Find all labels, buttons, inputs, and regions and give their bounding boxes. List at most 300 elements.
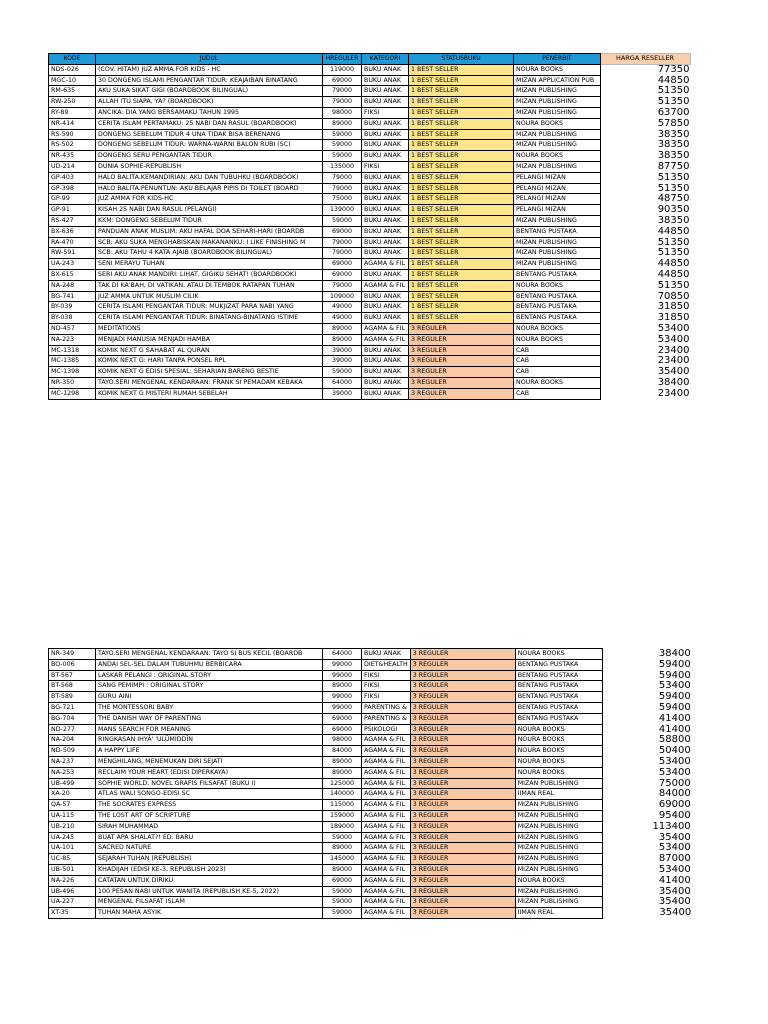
hreguler-cell: 69000 — [323, 269, 362, 280]
kategori-cell: BUKU ANAK — [362, 226, 409, 237]
harga-reseller-cell: 51350 — [657, 247, 690, 259]
harga-reseller-cell: 53400 — [658, 864, 691, 875]
kategori-cell: AGAMA & FIL — [362, 280, 409, 291]
hreguler-cell: 39000 — [323, 388, 362, 399]
harga-reseller-cell: 23400 — [657, 388, 690, 399]
kategori-cell: AGAMA & FIL — [362, 886, 411, 897]
harga-reseller-cell: 69000 — [658, 799, 691, 811]
status-cell: 3 REGULER — [409, 367, 514, 378]
table-row — [49, 334, 691, 345]
judul-cell: SEJARAH TUHAN (REPUBLISH) — [96, 854, 323, 865]
kode-cell: UA-245 — [49, 832, 96, 843]
penerbit-header: PENERBIT — [514, 54, 601, 65]
judul-cell: ANCIKA: DIA YANG BERSAMAKU TAHUN 1995 — [96, 107, 323, 118]
kategori-cell: AGAMA & FIL — [362, 864, 411, 875]
status-cell: 1 BEST SELLER — [409, 215, 514, 226]
harga-reseller-cell: 90350 — [657, 204, 690, 216]
status-cell: 1 BEST SELLER — [409, 269, 514, 280]
kategori-cell: BUKU ANAK — [362, 356, 409, 367]
penerbit-cell: MIZAN PUBLISHING — [514, 248, 601, 259]
hreguler-cell: 79000 — [323, 86, 362, 97]
judul-cell: KISAH 25 NABI DAN RASUL (PELANGI) — [96, 205, 323, 216]
harga-reseller-cell: 48750 — [657, 193, 690, 205]
table-row — [49, 280, 691, 291]
judul-cell: CERITA ISLAM PERTAMAKU: 25 NABI DAN RASUL (BOARDBOOK) — [96, 118, 323, 129]
harga-reseller-cell: 35400 — [658, 896, 691, 908]
header-row — [49, 54, 691, 65]
harga-reseller-cell: 44850 — [657, 75, 690, 86]
harga-reseller-cell: 95400 — [658, 810, 691, 821]
status-cell: 3 REGULER — [410, 832, 515, 843]
penerbit-cell: NOURA BOOKS — [514, 64, 601, 75]
kategori-cell: BUKU ANAK — [362, 118, 409, 129]
kategori-cell: AGAMA & FIL — [362, 334, 409, 345]
kode-cell: ND-457 — [49, 323, 96, 334]
hreguler-cell: 145000 — [323, 854, 362, 865]
kode-cell: BX-636 — [49, 226, 96, 237]
penerbit-cell: PELANGI MIZAN — [514, 194, 601, 205]
hreguler-cell: 59000 — [323, 908, 362, 919]
penerbit-cell: MIZAN PUBLISHING — [514, 161, 601, 172]
kode-cell: UD-214 — [49, 161, 96, 172]
penerbit-cell: MIZAN PUBLISHING — [515, 854, 602, 865]
kode-cell: UC-85 — [49, 854, 96, 865]
harga-reseller-cell: 35400 — [659, 907, 692, 919]
hreguler-cell: 79000 — [323, 237, 362, 248]
status-cell: 3 REGULER — [410, 800, 515, 811]
hreguler-cell: 99000 — [323, 670, 362, 681]
kode-cell: RS-427 — [49, 215, 96, 226]
harga-reseller-cell: 87000 — [658, 853, 691, 865]
penerbit-cell: MIZAN PUBLISHING — [515, 800, 602, 811]
status-cell: 3 REGULER — [410, 767, 515, 778]
kode-cell: NR-349 — [49, 649, 96, 660]
harga-reseller-cell: 113400 — [652, 821, 691, 832]
status-cell: 3 REGULER — [410, 692, 515, 703]
penerbit-cell: MIZAN APPLICATION PUB — [514, 75, 601, 86]
penerbit-cell: BENTANG PUSTAKA — [515, 713, 602, 724]
kode-cell: NA-248 — [49, 280, 96, 291]
status-cell: 3 REGULER — [409, 323, 514, 334]
penerbit-cell: CAB — [514, 345, 601, 356]
hreguler-cell: 69000 — [323, 713, 362, 724]
table-row — [49, 107, 691, 118]
harga-reseller-cell: 59400 — [658, 702, 691, 713]
status-cell: 3 REGULER — [410, 789, 515, 800]
penerbit-cell: MIZAN PUBLISHING — [515, 778, 602, 789]
hreguler-cell: 39000 — [323, 345, 362, 356]
kode-cell: BT-567 — [49, 670, 96, 681]
table-row — [49, 97, 691, 108]
harga-reseller-header: HARGA RESELLER — [601, 54, 691, 65]
hreguler-cell: 79000 — [323, 172, 362, 183]
status-cell: 3 REGULER — [410, 875, 515, 886]
hreguler-cell: 64000 — [323, 377, 362, 388]
harga-reseller-cell: 50400 — [658, 745, 691, 757]
penerbit-cell: MIZAN PUBLISHING — [515, 864, 602, 875]
penerbit-cell: MIZAN PUBLISHING — [514, 97, 601, 108]
judul-cell: SCB: AKU SUKA MENGHABISKAN MAKANANKU: I LIKE FINISHING M — [96, 237, 323, 248]
hreguler-cell: 59000 — [323, 129, 362, 140]
kategori-header: KATEGORI — [362, 54, 409, 65]
harga-reseller-cell: 23400 — [657, 345, 690, 356]
status-cell: 1 BEST SELLER — [409, 313, 514, 324]
judul-cell: DONGENG SEBELUM TIDUR: WARNA-WARNI BALON RUBI (SC) — [96, 140, 323, 151]
table-row — [49, 821, 693, 832]
kategori-cell: AGAMA & FIL — [362, 832, 411, 843]
kode-cell: MGC-10 — [49, 75, 96, 86]
book-table-top — [48, 53, 691, 400]
status-cell: 3 REGULER — [409, 334, 514, 345]
kategori-cell: AGAMA & FIL — [362, 746, 411, 757]
judul-header: JUDUL — [96, 54, 323, 65]
table-row — [49, 800, 693, 811]
harga-reseller-cell: 84000 — [658, 788, 691, 800]
table-row — [49, 345, 691, 356]
status-cell: 1 BEST SELLER — [409, 75, 514, 86]
table-row — [49, 702, 693, 713]
harga-reseller-cell: 53400 — [658, 767, 691, 778]
kode-cell: NR-414 — [49, 118, 96, 129]
hreguler-cell: 59000 — [323, 215, 362, 226]
status-cell: 1 BEST SELLER — [409, 194, 514, 205]
judul-cell: JUZ AMMA FOR KIDS-HC — [96, 194, 323, 205]
status-cell: 3 REGULER — [409, 388, 514, 399]
kode-cell: RM-635 — [49, 86, 96, 97]
kode-cell: GP-99 — [49, 194, 96, 205]
kategori-cell: BUKU ANAK — [362, 649, 411, 660]
hreguler-cell: 59000 — [323, 367, 362, 378]
table-row — [49, 86, 691, 97]
judul-cell: THE SOCRATES EXPRESS — [96, 800, 323, 811]
kode-cell: UB-210 — [49, 821, 96, 832]
status-cell: 1 BEST SELLER — [409, 302, 514, 313]
kode-cell: RA-470 — [49, 237, 96, 248]
harga-reseller-cell: 57850 — [657, 118, 690, 129]
status-cell: 1 BEST SELLER — [409, 248, 514, 259]
kategori-cell: BUKU ANAK — [362, 215, 409, 226]
status-cell: 3 REGULER — [410, 713, 515, 724]
table-row — [49, 670, 693, 681]
judul-cell: KOMIK NEXT G MISTERI RUMAH SEBELAH — [96, 388, 323, 399]
kategori-cell: BUKU ANAK — [362, 237, 409, 248]
harga-reseller-cell: 51350 — [657, 280, 690, 291]
kode-cell: UA-243 — [49, 259, 96, 270]
kode-cell: UA-101 — [49, 843, 96, 854]
table-row — [49, 778, 693, 789]
judul-cell: DUNIA SOPHIE-REPUBLISH — [96, 161, 323, 172]
judul-cell: (COV. HITAM) JUZ AMMA FOR KIDS - HC — [96, 64, 323, 75]
kode-cell: NA-223 — [49, 334, 96, 345]
judul-cell: MANS SEARCH FOR MEANING — [96, 724, 323, 735]
kategori-cell: AGAMA & FIL — [362, 843, 411, 854]
kode-cell: GP-398 — [49, 183, 96, 194]
kategori-cell: FIKSI — [362, 681, 411, 692]
harga-reseller-cell: 59400 — [658, 659, 691, 670]
hreguler-cell: 59000 — [323, 151, 362, 162]
kategori-cell: AGAMA & FIL — [362, 897, 411, 908]
status-cell: 3 REGULER — [410, 670, 515, 681]
status-cell: 1 BEST SELLER — [409, 183, 514, 194]
kategori-cell: PSIKOLOGI — [362, 724, 411, 735]
table-row — [49, 377, 691, 388]
kategori-cell: AGAMA & FIL — [362, 800, 411, 811]
kode-cell: NDS-026 — [49, 64, 96, 75]
penerbit-cell: NOURA BOOKS — [514, 151, 601, 162]
status-cell: 1 BEST SELLER — [409, 107, 514, 118]
penerbit-cell: NOURA BOOKS — [515, 724, 602, 735]
table-row — [49, 864, 693, 875]
hreguler-cell: 79000 — [323, 183, 362, 194]
kategori-cell: AGAMA & FIL — [362, 756, 411, 767]
hreguler-cell: 139000 — [323, 205, 362, 216]
status-cell: 1 BEST SELLER — [409, 291, 514, 302]
kode-cell: XA-20 — [49, 789, 96, 800]
hreguler-cell: 119000 — [323, 64, 362, 75]
status-cell: 1 BEST SELLER — [409, 259, 514, 270]
kode-cell: NA-253 — [49, 767, 96, 778]
table-row — [49, 183, 691, 194]
judul-cell: THE LOST ART OF SCRIPTURE — [96, 810, 323, 821]
kode-cell: BO-006 — [49, 659, 96, 670]
kode-cell: BG-704 — [49, 713, 96, 724]
harga-reseller-cell: 53400 — [658, 680, 691, 692]
kategori-cell: AGAMA & FIL — [362, 875, 411, 886]
hreguler-cell: 98000 — [323, 107, 362, 118]
penerbit-cell: BENTANG PUSTAKA — [515, 681, 602, 692]
status-cell: 3 REGULER — [409, 377, 514, 388]
harga-reseller-cell: 44850 — [657, 258, 690, 270]
kategori-cell: BUKU ANAK — [362, 291, 409, 302]
kode-cell: GP-91 — [49, 205, 96, 216]
kode-cell: BT-568 — [49, 681, 96, 692]
judul-cell: PANDUAN ANAK MUSLIM: AKU HAFAL DOA SEHARI-HARI (BOARDB — [96, 226, 323, 237]
kategori-cell: AGAMA & FIL — [362, 854, 411, 865]
hreguler-cell: 189000 — [323, 821, 362, 832]
kode-cell: GP-403 — [49, 172, 96, 183]
hreguler-cell: 59000 — [323, 897, 362, 908]
kode-cell: MC-1318 — [49, 345, 96, 356]
judul-cell: KOMIK NEXT G SAHABAT AL QURAN — [96, 345, 323, 356]
hreguler-cell: 89000 — [323, 334, 362, 345]
judul-cell: THE DANISH WAY OF PARENTING — [96, 713, 323, 724]
judul-cell: SENI MERAYU TUHAN — [96, 259, 323, 270]
penerbit-cell: MIZAN PUBLISHING — [515, 810, 602, 821]
hreguler-cell: 64000 — [323, 649, 362, 660]
table-row — [49, 908, 693, 919]
kode-header: KODE — [49, 54, 96, 65]
harga-reseller-cell: 75000 — [658, 778, 691, 789]
penerbit-cell: NOURA BOOKS — [515, 735, 602, 746]
table-row — [49, 886, 693, 897]
penerbit-cell: BENTANG PUSTAKA — [514, 313, 601, 324]
penerbit-cell: MIZAN PUBLISHING — [515, 832, 602, 843]
judul-cell: CERITA ISLAMI PENGANTAR TIDUR: BINATANG-BINATANG ISTIME — [96, 313, 323, 324]
penerbit-cell: BENTANG PUSTAKA — [515, 659, 602, 670]
judul-cell: BUAT APA SHALAT?! ED. BARU — [96, 832, 323, 843]
penerbit-cell: BENTANG PUSTAKA — [514, 226, 601, 237]
harga-reseller-cell: 41400 — [658, 724, 691, 735]
harga-reseller-cell: 44850 — [657, 269, 690, 280]
kategori-cell: BUKU ANAK — [362, 86, 409, 97]
harga-reseller-cell: 53400 — [658, 756, 691, 767]
status-cell: 1 BEST SELLER — [409, 129, 514, 140]
table-row — [49, 356, 691, 367]
status-cell: 3 REGULER — [410, 681, 515, 692]
table-row — [49, 692, 693, 703]
judul-cell: CATATAN UNTUK DIRIKU — [96, 875, 323, 886]
judul-cell: RECLAIM YOUR HEART (EDISI DIPERKAYA) — [96, 767, 323, 778]
kategori-cell: AGAMA & FIL — [362, 821, 411, 832]
harga-reseller-cell: 87750 — [657, 161, 690, 172]
judul-cell: HALO BALITA.KEMANDIRIAN: AKU DAN TUBUHKU (BOARDBOOK) — [96, 172, 323, 183]
kode-cell: MC-1298 — [49, 388, 96, 399]
harga-reseller-cell: 51350 — [657, 96, 690, 108]
kategori-cell: FIKSI — [362, 670, 411, 681]
judul-cell: KHADIJAH (EDISI KE-3, REPUBLISH 2023) — [96, 864, 323, 875]
table-row — [49, 248, 691, 259]
status-cell: 3 REGULER — [410, 778, 515, 789]
judul-cell: A HAPPY LIFE — [96, 746, 323, 757]
penerbit-cell: MIZAN PUBLISHING — [514, 259, 601, 270]
judul-cell: DONGENG SERU PENGANTAR TIDUR — [96, 151, 323, 162]
penerbit-cell: NOURA BOOKS — [514, 377, 601, 388]
penerbit-cell: BENTANG PUSTAKA — [514, 302, 601, 313]
kategori-cell: BUKU ANAK — [362, 75, 409, 86]
penerbit-cell: BENTANG PUSTAKA — [515, 670, 602, 681]
judul-cell: ANDAI SEL-SEL DALAM TUBUHMU BERBICARA — [96, 659, 323, 670]
kategori-cell: AGAMA & FIL — [362, 259, 409, 270]
kategori-cell: AGAMA & FIL — [362, 789, 411, 800]
status-cell: 3 REGULER — [410, 746, 515, 757]
kode-cell: RS-502 — [49, 140, 96, 151]
judul-cell: DONGENG SEBELUM TIDUR 4 UNA TIDAK BISA BERENANG — [96, 129, 323, 140]
kode-cell: NA-237 — [49, 756, 96, 767]
status-cell: 1 BEST SELLER — [409, 118, 514, 129]
judul-cell: SOPHIE WORLD. NOVEL GRAFIS FILSAFAT (BUKU I) — [96, 778, 323, 789]
penerbit-cell: MIZAN PUBLISHING — [514, 237, 601, 248]
penerbit-cell: CAB — [514, 367, 601, 378]
harga-reseller-cell: 70850 — [657, 291, 690, 302]
hreguler-cell: 89000 — [323, 681, 362, 692]
hreguler-cell: 89000 — [323, 864, 362, 875]
harga-reseller-cell: 51350 — [657, 237, 690, 248]
hreguler-header: HREGULER — [323, 54, 362, 65]
kategori-cell: AGAMA & FIL — [362, 908, 411, 919]
harga-reseller-cell: 31850 — [657, 312, 690, 324]
hreguler-cell: 98000 — [323, 735, 362, 746]
kategori-cell: AGAMA & FIL — [362, 767, 411, 778]
status-cell: 3 REGULER — [410, 649, 515, 660]
kategori-cell: AGAMA & FIL — [362, 735, 411, 746]
kode-cell: NR-435 — [49, 151, 96, 162]
kategori-cell: BUKU ANAK — [362, 345, 409, 356]
penerbit-cell: NOURA BOOKS — [515, 756, 602, 767]
penerbit-cell: NOURA BOOKS — [515, 746, 602, 757]
kategori-cell: BUKU ANAK — [362, 313, 409, 324]
hreguler-cell: 115000 — [323, 800, 362, 811]
hreguler-cell: 89000 — [323, 118, 362, 129]
kode-cell: BG-741 — [49, 291, 96, 302]
judul-cell: MEDITATIONS — [96, 323, 323, 334]
hreguler-cell: 49000 — [323, 313, 362, 324]
penerbit-cell: MIZAN PUBLISHING — [514, 129, 601, 140]
table-row — [49, 724, 693, 735]
harga-reseller-cell: 63700 — [657, 107, 690, 118]
book-table-bottom — [48, 648, 693, 919]
kode-cell: NR-350 — [49, 377, 96, 388]
judul-cell: THE MONTESSORI BABY — [96, 702, 323, 713]
kode-cell: ND-509 — [49, 746, 96, 757]
hreguler-cell: 59000 — [323, 832, 362, 843]
kategori-cell: FIKSI — [362, 107, 409, 118]
penerbit-cell: BENTANG PUSTAKA — [514, 291, 601, 302]
harga-reseller-cell: 77350 — [657, 64, 690, 76]
status-cell: 3 REGULER — [410, 735, 515, 746]
judul-cell: AKU SUKA SIKAT GIGI (BOARDBOOK BILINGUAL) — [96, 86, 323, 97]
table-row — [49, 756, 693, 767]
penerbit-cell: BENTANG PUSTAKA — [515, 692, 602, 703]
hreguler-cell: 89000 — [323, 323, 362, 334]
kode-cell: UA-115 — [49, 810, 96, 821]
table-row — [49, 789, 693, 800]
kode-cell: RS-590 — [49, 129, 96, 140]
penerbit-cell: NOURA BOOKS — [514, 280, 601, 291]
harga-reseller-cell: 38350 — [657, 129, 690, 140]
table-row — [49, 649, 693, 660]
kode-cell: QA-57 — [49, 800, 96, 811]
status-cell: 3 REGULER — [410, 702, 515, 713]
hreguler-cell: 89000 — [323, 756, 362, 767]
harga-reseller-cell: 38350 — [657, 139, 690, 151]
status-cell: 3 REGULER — [410, 756, 515, 767]
status-cell: 1 BEST SELLER — [409, 226, 514, 237]
harga-reseller-cell: 38400 — [657, 377, 690, 388]
penerbit-cell: PELANGI MIZAN — [514, 172, 601, 183]
table-row — [49, 291, 691, 302]
kode-cell: BY-039 — [49, 302, 96, 313]
penerbit-cell: MIZAN PUBLISHING — [514, 86, 601, 97]
kode-cell: UB-496 — [49, 886, 96, 897]
harga-reseller-cell: 35400 — [658, 832, 691, 843]
harga-reseller-cell: 51350 — [657, 183, 690, 194]
harga-reseller-cell: 41400 — [658, 875, 691, 886]
judul-cell: JUZ AMMA UNTUK MUSLIM CILIK — [96, 291, 323, 302]
harga-reseller-cell: 31850 — [657, 301, 690, 313]
kategori-cell: PARENTING & — [362, 713, 411, 724]
table-row — [49, 659, 693, 670]
penerbit-cell: NOURA BOOKS — [514, 334, 601, 345]
harga-reseller-cell: 35400 — [657, 366, 690, 378]
table-row — [49, 810, 693, 821]
hreguler-cell: 99000 — [323, 659, 362, 670]
kode-cell: BT-589 — [49, 692, 96, 703]
penerbit-cell: NOURA BOOKS — [514, 323, 601, 334]
penerbit-cell: NOURA BOOKS — [514, 118, 601, 129]
penerbit-cell: IIMAN REAL — [515, 789, 602, 800]
kategori-cell: BUKU ANAK — [362, 388, 409, 399]
status-cell: 3 REGULER — [410, 821, 515, 832]
table-row — [49, 897, 693, 908]
judul-cell: MENJADI MANUSIA MENJADI HAMBA — [96, 334, 323, 345]
status-cell: 1 BEST SELLER — [409, 161, 514, 172]
kategori-cell: FIKSI — [362, 161, 409, 172]
judul-cell: SIRAH MUHAMMAD — [96, 821, 323, 832]
judul-cell: KOMIK NEXT G EDISI SPESIAL: SEHARIAN BARENG BESTIE — [96, 367, 323, 378]
table-row — [49, 172, 691, 183]
hreguler-cell: 109000 — [323, 291, 362, 302]
hreguler-cell: 140000 — [323, 789, 362, 800]
